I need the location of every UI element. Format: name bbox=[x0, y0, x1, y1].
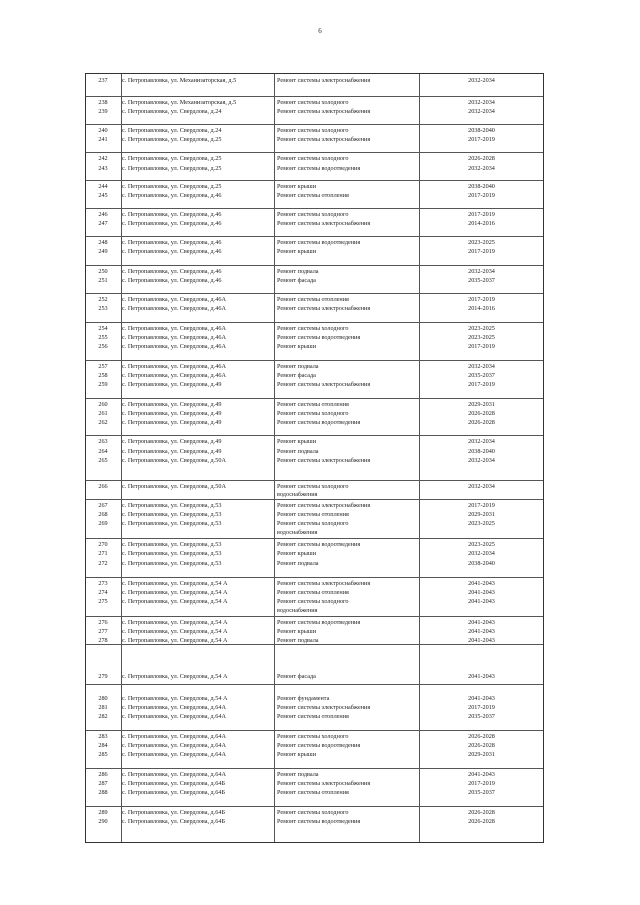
work-type-cell: Ремонт крыши bbox=[277, 343, 317, 350]
row-separator bbox=[86, 435, 543, 436]
period-cell: 2038-2040 bbox=[468, 127, 495, 134]
row-number: 246 bbox=[98, 211, 108, 218]
page-number: 6 bbox=[318, 27, 322, 35]
row-separator bbox=[86, 322, 543, 323]
row-number: 249 bbox=[98, 248, 108, 255]
address-cell: с. Петропавловка, ул. Свердлова, д.46 bbox=[122, 211, 222, 218]
period-cell: 2032-2034 bbox=[468, 108, 495, 115]
work-type-cell: Ремонт системы электроснабжения bbox=[277, 502, 371, 509]
period-cell: 2041-2043 bbox=[468, 598, 495, 605]
row-number: 289 bbox=[98, 809, 108, 816]
row-number: 290 bbox=[98, 818, 108, 825]
row-number: 242 bbox=[98, 155, 108, 162]
address-cell: с. Петропавловка, ул. Свердлова, д.46А bbox=[122, 296, 226, 303]
address-cell: с. Петропавловка, ул. Свердлова, д.53 bbox=[122, 560, 222, 567]
period-cell: 2032-2034 bbox=[468, 438, 495, 445]
address-cell: с. Петропавловка, ул. Свердлова, д.49 bbox=[122, 438, 222, 445]
row-number: 280 bbox=[98, 695, 108, 702]
period-cell: 2041-2043 bbox=[468, 580, 495, 587]
row-separator bbox=[86, 730, 543, 731]
address-cell: с. Петропавловка, ул. Свердлова, д.50А bbox=[122, 457, 226, 464]
period-cell: 2032-2034 bbox=[468, 268, 495, 275]
period-cell: 2029-2031 bbox=[468, 401, 495, 408]
work-type-cell: водоснабжения bbox=[277, 491, 318, 498]
address-cell: с. Петропавловка, ул. Свердлова, д.24 bbox=[122, 127, 222, 134]
work-type-cell: Ремонт системы отопления bbox=[277, 192, 349, 199]
address-cell: с. Петропавловка, ул. Свердлова, д.64А bbox=[122, 742, 226, 749]
row-number: 281 bbox=[98, 704, 108, 711]
address-cell: с. Петропавловка, ул. Свердлова, д.46А bbox=[122, 305, 226, 312]
work-type-cell: Ремонт системы отопления bbox=[277, 296, 349, 303]
work-type-cell: Ремонт системы водоотведения bbox=[277, 165, 361, 172]
row-number: 283 bbox=[98, 733, 108, 740]
row-separator bbox=[86, 124, 543, 125]
period-cell: 2023-2025 bbox=[468, 325, 495, 332]
address-cell: с. Петропавловка, ул. Свердлова, д.46А bbox=[122, 343, 226, 350]
work-type-cell: Ремонт подвала bbox=[277, 448, 319, 455]
work-type-cell: Ремонт системы электроснабжения bbox=[277, 77, 371, 84]
work-type-cell: Ремонт подвала bbox=[277, 771, 319, 778]
period-cell: 2032-2034 bbox=[468, 483, 495, 490]
work-type-cell: Ремонт системы холодного bbox=[277, 99, 349, 106]
row-separator bbox=[86, 480, 543, 481]
row-separator bbox=[86, 577, 543, 578]
address-cell: с. Петропавловка, ул. Свердлова, д.54 А bbox=[122, 598, 228, 605]
work-type-cell: Ремонт фундамента bbox=[277, 695, 330, 702]
work-type-cell: Ремонт системы холодного bbox=[277, 733, 349, 740]
work-type-cell: Ремонт фасада bbox=[277, 372, 316, 379]
address-cell: с. Петропавловка, ул. Свердлова, д.64Б bbox=[122, 818, 225, 825]
work-type-cell: Ремонт системы холодного bbox=[277, 325, 349, 332]
row-number: 245 bbox=[98, 192, 108, 199]
address-cell: с. Петропавловка, ул. Свердлова, д.24 bbox=[122, 108, 222, 115]
address-cell: с. Петропавловка, ул. Свердлова, д.54 А bbox=[122, 619, 228, 626]
row-number: 256 bbox=[98, 343, 108, 350]
period-cell: 2041-2043 bbox=[468, 619, 495, 626]
work-type-cell: Ремонт системы холодного bbox=[277, 127, 349, 134]
period-cell: 2017-2019 bbox=[468, 136, 495, 143]
row-number: 282 bbox=[98, 713, 108, 720]
work-type-cell: Ремонт системы водоотведения bbox=[277, 419, 361, 426]
row-number: 271 bbox=[98, 550, 108, 557]
row-separator bbox=[86, 684, 543, 685]
address-cell: с. Петропавловка, ул. Свердлова, д.64А bbox=[122, 704, 226, 711]
address-cell: с. Петропавловка, ул. Свердлова, д.49 bbox=[122, 401, 222, 408]
period-cell: 2035-2037 bbox=[468, 277, 495, 284]
row-separator bbox=[86, 265, 543, 266]
row-number: 264 bbox=[98, 448, 108, 455]
period-cell: 2014-2016 bbox=[468, 305, 495, 312]
row-number: 260 bbox=[98, 401, 108, 408]
work-type-cell: Ремонт системы электроснабжения bbox=[277, 305, 371, 312]
work-type-cell: Ремонт подвала bbox=[277, 637, 319, 644]
period-cell: 2032-2034 bbox=[468, 99, 495, 106]
row-number: 274 bbox=[98, 589, 108, 596]
address-cell: с. Петропавловка, ул. Свердлова, д.25 bbox=[122, 136, 222, 143]
work-type-cell: Ремонт системы водоотведения bbox=[277, 818, 361, 825]
work-type-cell: Ремонт крыши bbox=[277, 438, 317, 445]
address-cell: с. Петропавловка, ул. Механизаторская, д.5 bbox=[122, 77, 237, 84]
address-cell: с. Петропавловка, ул. Свердлова, д.46 bbox=[122, 220, 222, 227]
address-cell: с. Петропавловка, ул. Свердлова, д.46 bbox=[122, 248, 222, 255]
row-number: 268 bbox=[98, 511, 108, 518]
work-type-cell: Ремонт системы водоотведения bbox=[277, 541, 361, 548]
row-number: 243 bbox=[98, 165, 108, 172]
row-number: 239 bbox=[98, 108, 108, 115]
work-type-cell: Ремонт системы отопления bbox=[277, 789, 349, 796]
row-separator bbox=[86, 806, 543, 807]
row-number: 284 bbox=[98, 742, 108, 749]
work-type-cell: водоснабжения bbox=[277, 607, 318, 614]
row-number: 267 bbox=[98, 502, 108, 509]
repair-schedule-table bbox=[85, 73, 544, 843]
row-number: 247 bbox=[98, 220, 108, 227]
work-type-cell: Ремонт системы электроснабжения bbox=[277, 780, 371, 787]
row-number: 277 bbox=[98, 628, 108, 635]
address-cell: с. Петропавловка, ул. Свердлова, д.64А bbox=[122, 713, 226, 720]
work-type-cell: Ремонт системы электроснабжения bbox=[277, 580, 371, 587]
period-cell: 2026-2028 bbox=[468, 733, 495, 740]
period-cell: 2038-2040 bbox=[468, 448, 495, 455]
row-separator bbox=[86, 768, 543, 769]
period-cell: 2041-2043 bbox=[468, 589, 495, 596]
address-cell: с. Петропавловка, ул. Свердлова, д.53 bbox=[122, 520, 222, 527]
address-cell: с. Петропавловка, ул. Свердлова, д.25 bbox=[122, 183, 222, 190]
work-type-cell: Ремонт системы электроснабжения bbox=[277, 381, 371, 388]
row-separator bbox=[86, 152, 543, 153]
row-number: 240 bbox=[98, 127, 108, 134]
address-cell: с. Петропавловка, ул. Свердлова, д.46 bbox=[122, 192, 222, 199]
period-cell: 2041-2043 bbox=[468, 771, 495, 778]
work-type-cell: Ремонт подвала bbox=[277, 363, 319, 370]
work-type-cell: Ремонт системы электроснабжения bbox=[277, 108, 371, 115]
period-cell: 2026-2028 bbox=[468, 742, 495, 749]
period-cell: 2017-2019 bbox=[468, 192, 495, 199]
period-cell: 2032-2034 bbox=[468, 363, 495, 370]
address-cell: с. Петропавловка, ул. Свердлова, д.49 bbox=[122, 419, 222, 426]
work-type-cell: Ремонт подвала bbox=[277, 268, 319, 275]
work-type-cell: Ремонт крыши bbox=[277, 751, 317, 758]
row-number: 255 bbox=[98, 334, 108, 341]
address-cell: с. Петропавловка, ул. Свердлова, д.54 А bbox=[122, 580, 228, 587]
row-number: 253 bbox=[98, 305, 108, 312]
row-number: 286 bbox=[98, 771, 108, 778]
address-cell: с. Петропавловка, ул. Свердлова, д.53 bbox=[122, 502, 222, 509]
work-type-cell: водоснабжения bbox=[277, 529, 318, 536]
period-cell: 2029-2031 bbox=[468, 511, 495, 518]
address-cell: с. Петропавловка, ул. Свердлова, д.25 bbox=[122, 165, 222, 172]
period-cell: 2014-2016 bbox=[468, 220, 495, 227]
row-number: 278 bbox=[98, 637, 108, 644]
address-cell: с. Петропавловка, ул. Свердлова, д.46 bbox=[122, 268, 222, 275]
work-type-cell: Ремонт системы отопления bbox=[277, 713, 349, 720]
row-number: 259 bbox=[98, 381, 108, 388]
row-number: 265 bbox=[98, 457, 108, 464]
period-cell: 2017-2019 bbox=[468, 780, 495, 787]
row-separator bbox=[86, 208, 543, 209]
period-cell: 2032-2034 bbox=[468, 457, 495, 464]
work-type-cell: Ремонт системы электроснабжения bbox=[277, 704, 371, 711]
row-number: 288 bbox=[98, 789, 108, 796]
period-cell: 2029-2031 bbox=[468, 751, 495, 758]
work-type-cell: Ремонт системы холодного bbox=[277, 520, 349, 527]
row-number: 261 bbox=[98, 410, 108, 417]
period-cell: 2023-2025 bbox=[468, 520, 495, 527]
period-cell: 2041-2043 bbox=[468, 673, 495, 680]
work-type-cell: Ремонт системы электроснабжения bbox=[277, 136, 371, 143]
work-type-cell: Ремонт системы водоотведения bbox=[277, 239, 361, 246]
work-type-cell: Ремонт системы холодного bbox=[277, 410, 349, 417]
row-number: 250 bbox=[98, 268, 108, 275]
row-number: 262 bbox=[98, 419, 108, 426]
period-cell: 2026-2028 bbox=[468, 419, 495, 426]
row-number: 257 bbox=[98, 363, 108, 370]
row-separator bbox=[86, 398, 543, 399]
address-cell: с. Петропавловка, ул. Свердлова, д.46А bbox=[122, 372, 226, 379]
row-number: 270 bbox=[98, 541, 108, 548]
period-cell: 2032-2034 bbox=[468, 550, 495, 557]
address-cell: с. Петропавловка, ул. Свердлова, д.49 bbox=[122, 381, 222, 388]
work-type-cell: Ремонт системы холодного bbox=[277, 155, 349, 162]
address-cell: с. Петропавловка, ул. Свердлова, д.64Б bbox=[122, 789, 225, 796]
address-cell: с. Петропавловка, ул. Механизаторская, д.5 bbox=[122, 99, 237, 106]
work-type-cell: Ремонт крыши bbox=[277, 550, 317, 557]
address-cell: с. Петропавловка, ул. Свердлова, д.50А bbox=[122, 483, 226, 490]
period-cell: 2017-2019 bbox=[468, 211, 495, 218]
address-cell: с. Петропавловка, ул. Свердлова, д.46 bbox=[122, 277, 222, 284]
period-cell: 2026-2028 bbox=[468, 818, 495, 825]
period-cell: 2017-2019 bbox=[468, 502, 495, 509]
row-separator bbox=[86, 360, 543, 361]
row-number: 275 bbox=[98, 598, 108, 605]
work-type-cell: Ремонт системы отопления bbox=[277, 401, 349, 408]
work-type-cell: Ремонт крыши bbox=[277, 183, 317, 190]
row-number: 272 bbox=[98, 560, 108, 567]
work-type-cell: Ремонт крыши bbox=[277, 248, 317, 255]
work-type-cell: Ремонт системы отопления bbox=[277, 589, 349, 596]
address-cell: с. Петропавловка, ул. Свердлова, д.49 bbox=[122, 448, 222, 455]
row-number: 241 bbox=[98, 136, 108, 143]
period-cell: 2017-2019 bbox=[468, 381, 495, 388]
period-cell: 2017-2019 bbox=[468, 248, 495, 255]
work-type-cell: Ремонт системы водоотведения bbox=[277, 619, 361, 626]
period-cell: 2035-2037 bbox=[468, 372, 495, 379]
address-cell: с. Петропавловка, ул. Свердлова, д.54 А bbox=[122, 695, 228, 702]
row-separator bbox=[86, 236, 543, 237]
period-cell: 2017-2019 bbox=[468, 704, 495, 711]
address-cell: с. Петропавловка, ул. Свердлова, д.49 bbox=[122, 410, 222, 417]
address-cell: с. Петропавловка, ул. Свердлова, д.54 А bbox=[122, 637, 228, 644]
period-cell: 2023-2025 bbox=[468, 239, 495, 246]
period-cell: 2017-2019 bbox=[468, 296, 495, 303]
address-cell: с. Петропавловка, ул. Свердлова, д.53 bbox=[122, 511, 222, 518]
row-number: 285 bbox=[98, 751, 108, 758]
work-type-cell: Ремонт системы холодного bbox=[277, 211, 349, 218]
work-type-cell: Ремонт системы холодного bbox=[277, 809, 349, 816]
row-number: 252 bbox=[98, 296, 108, 303]
address-cell: с. Петропавловка, ул. Свердлова, д.53 bbox=[122, 550, 222, 557]
period-cell: 2026-2028 bbox=[468, 809, 495, 816]
period-cell: 2035-2037 bbox=[468, 789, 495, 796]
work-type-cell: Ремонт системы электроснабжения bbox=[277, 220, 371, 227]
period-cell: 2038-2040 bbox=[468, 183, 495, 190]
work-type-cell: Ремонт системы водоотведения bbox=[277, 742, 361, 749]
period-cell: 2032-2034 bbox=[468, 77, 495, 84]
work-type-cell: Ремонт крыши bbox=[277, 628, 317, 635]
row-number: 244 bbox=[98, 183, 108, 190]
period-cell: 2041-2043 bbox=[468, 628, 495, 635]
row-number: 238 bbox=[98, 99, 108, 106]
address-cell: с. Петропавловка, ул. Свердлова, д.46А bbox=[122, 325, 226, 332]
address-cell: с. Петропавловка, ул. Свердлова, д.54 А bbox=[122, 589, 228, 596]
work-type-cell: Ремонт системы отопления bbox=[277, 511, 349, 518]
address-cell: с. Петропавловка, ул. Свердлова, д.46А bbox=[122, 334, 226, 341]
address-cell: с. Петропавловка, ул. Свердлова, д.25 bbox=[122, 155, 222, 162]
work-type-cell: Ремонт системы водоотведения bbox=[277, 334, 361, 341]
row-separator bbox=[86, 180, 543, 181]
address-cell: с. Петропавловка, ул. Свердлова, д.46А bbox=[122, 363, 226, 370]
address-cell: с. Петропавловка, ул. Свердлова, д.54 А bbox=[122, 628, 228, 635]
work-type-cell: Ремонт системы холодного bbox=[277, 598, 349, 605]
row-number: 273 bbox=[98, 580, 108, 587]
row-number: 263 bbox=[98, 438, 108, 445]
period-cell: 2026-2028 bbox=[468, 155, 495, 162]
address-cell: с. Петропавловка, ул. Свердлова, д.46 bbox=[122, 239, 222, 246]
address-cell: с. Петропавловка, ул. Свердлова, д.64Б bbox=[122, 809, 225, 816]
row-number: 248 bbox=[98, 239, 108, 246]
row-separator bbox=[86, 96, 543, 97]
row-number: 251 bbox=[98, 277, 108, 284]
address-cell: с. Петропавловка, ул. Свердлова, д.64А bbox=[122, 751, 226, 758]
row-number: 279 bbox=[98, 673, 108, 680]
row-number: 269 bbox=[98, 520, 108, 527]
column-divider bbox=[274, 74, 275, 842]
period-cell: 2017-2019 bbox=[468, 343, 495, 350]
row-separator bbox=[86, 499, 543, 500]
work-type-cell: Ремонт фасада bbox=[277, 673, 316, 680]
row-number: 237 bbox=[98, 77, 108, 84]
period-cell: 2023-2025 bbox=[468, 541, 495, 548]
row-separator bbox=[86, 616, 543, 617]
period-cell: 2041-2043 bbox=[468, 695, 495, 702]
period-cell: 2035-2037 bbox=[468, 713, 495, 720]
work-type-cell: Ремонт подвала bbox=[277, 560, 319, 567]
row-number: 258 bbox=[98, 372, 108, 379]
address-cell: с. Петропавловка, ул. Свердлова, д.53 bbox=[122, 541, 222, 548]
address-cell: с. Петропавловка, ул. Свердлова, д.54 А bbox=[122, 673, 228, 680]
work-type-cell: Ремонт системы холодного bbox=[277, 483, 349, 490]
address-cell: с. Петропавловка, ул. Свердлова, д.64Б bbox=[122, 780, 225, 787]
row-separator bbox=[86, 538, 543, 539]
row-number: 276 bbox=[98, 619, 108, 626]
row-number: 266 bbox=[98, 483, 108, 490]
work-type-cell: Ремонт системы электроснабжения bbox=[277, 457, 371, 464]
period-cell: 2026-2028 bbox=[468, 410, 495, 417]
address-cell: с. Петропавловка, ул. Свердлова, д.64А bbox=[122, 771, 226, 778]
row-separator bbox=[86, 293, 543, 294]
period-cell: 2023-2025 bbox=[468, 334, 495, 341]
row-number: 254 bbox=[98, 325, 108, 332]
period-cell: 2032-2034 bbox=[468, 165, 495, 172]
period-cell: 2038-2040 bbox=[468, 560, 495, 567]
work-type-cell: Ремонт фасада bbox=[277, 277, 316, 284]
period-cell: 2041-2043 bbox=[468, 637, 495, 644]
row-number: 287 bbox=[98, 780, 108, 787]
address-cell: с. Петропавловка, ул. Свердлова, д.64А bbox=[122, 733, 226, 740]
